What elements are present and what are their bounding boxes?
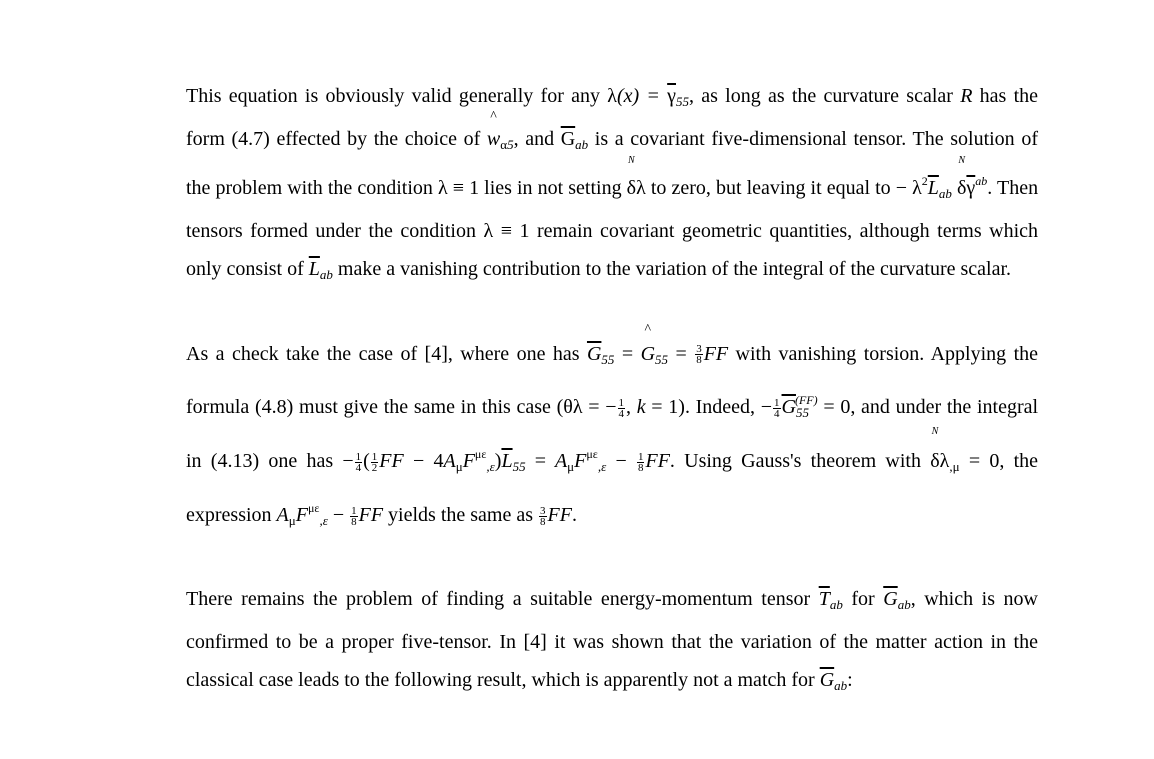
equation-minus-lambda2-L-delta-gamma: − $\lambda^2\overline{L}_{ab}$ N $\delta\overline{\gamma}^{ab}$ <box>896 177 988 199</box>
equation-lambda-equiv-1-second: λ ≡ 1 <box>483 220 530 243</box>
equation-lambda-equiv-1: λ ≡ 1 <box>437 177 480 200</box>
paragraph-2 <box>186 334 1038 542</box>
equation-G-ab-bar: $\overline{G}_{ab}$ <box>883 588 911 613</box>
text-run: , and under the integral in (4.13) one has <box>186 396 1039 472</box>
text-run: : <box>847 668 853 691</box>
equation-L-ab: $\overline{L}_{ab}$ <box>308 257 333 282</box>
equation-R: R <box>960 85 973 107</box>
equation-G-ab-bar-end: $\overline{G}_{ab}$ <box>819 668 848 693</box>
text-run: has the form (4.7) effected by the choice of <box>186 85 1039 150</box>
text-run: This equation is obviously valid generally for any <box>186 85 608 107</box>
text-run: remain covariant geometric quantities, although terms which only consist of <box>186 220 1038 280</box>
text-run: . Using Gauss's theorem with <box>669 449 931 472</box>
equation-three-eighths-FF: $\frac{3}{8}$ FF <box>540 503 572 528</box>
equation-T-ab: $\overline{T}_{ab}$ <box>818 588 843 613</box>
equation-integrand-L55: − $\frac{1}{4}$ ( $\frac{1}{2}$ FF − $4A_\mu F^{\mu\varepsilon}_{,\varepsilon})\overline{L}_{55} = A_\mu F^{\mu\varepsilon}_{,\varepsilon}$ − $\frac{1}{8}$ FF <box>342 446 670 474</box>
text-run: . <box>571 503 577 526</box>
text-run: yields the same as <box>383 503 539 526</box>
text-run: . Then tensors formed under the condition <box>186 177 1039 243</box>
text-run: with vanishing torsion. Applying the formula (4.8) must give the same in this case ( <box>186 342 1039 419</box>
equation-delta-lambda-mu: N $\delta\lambda_{,\mu} = 0$ <box>930 450 999 472</box>
equation-w-alpha5: ^ $w_{\alpha 5}$ <box>487 128 514 150</box>
text-run: , as long as the curvature scalar <box>689 85 961 107</box>
equation-theta-lambda-k: θλ = − $\frac{1}{4}$ , k = 1 <box>563 396 679 421</box>
text-run: for <box>842 588 884 611</box>
text-run: , the expression <box>186 449 1039 526</box>
text-run: , which is now confirmed to be a proper five-tensor. In [4] it was shown that the variation of the matter action in the classical case leads to the following result, which is apparently not a match for <box>186 588 1038 691</box>
equation-G-ab: $\overline{G}_{ab}$ <box>560 127 589 152</box>
paragraph-1 <box>186 78 1038 294</box>
paragraph-3 <box>186 581 1038 704</box>
text-run: As a check take the case of [4], where one has <box>186 342 587 365</box>
text-run: to zero, but leaving it equal to <box>645 177 896 200</box>
equation-delta-lambda: N δλ <box>627 177 646 199</box>
text-run: There remains the problem of finding a suitable energy-momentum tensor <box>186 588 819 611</box>
text-run: lies in not setting <box>479 177 627 200</box>
equation-G55-hatG55: $\overline{G}_{55}$ = ^ $G_{55}$ = $\frac{3}{8}$ FF <box>587 343 728 365</box>
equation-quarter-G55-FF: − $\frac{1}{4}$ $\overline{G}_{55}^{(FF)} = 0$ <box>760 393 851 421</box>
text-run: is a covariant five-dimensional tensor. The solution of the problem with the condition <box>186 127 1038 200</box>
document-page <box>186 78 1038 704</box>
text-run: ). Indeed, <box>678 396 761 419</box>
text-run: , and <box>513 127 561 150</box>
equation-lambda-gamma55: $\lambda(x) = \overline{\gamma}_{55}$ <box>607 85 689 109</box>
text-run: make a vanishing contribution to the variation of the integral of the curvature scalar. <box>332 257 1012 280</box>
equation-A-F-minus-eighth-FF: $A_\mu F^{\mu\varepsilon}_{,\varepsilon}$ − $\frac{1}{8}$ FF <box>276 500 384 528</box>
